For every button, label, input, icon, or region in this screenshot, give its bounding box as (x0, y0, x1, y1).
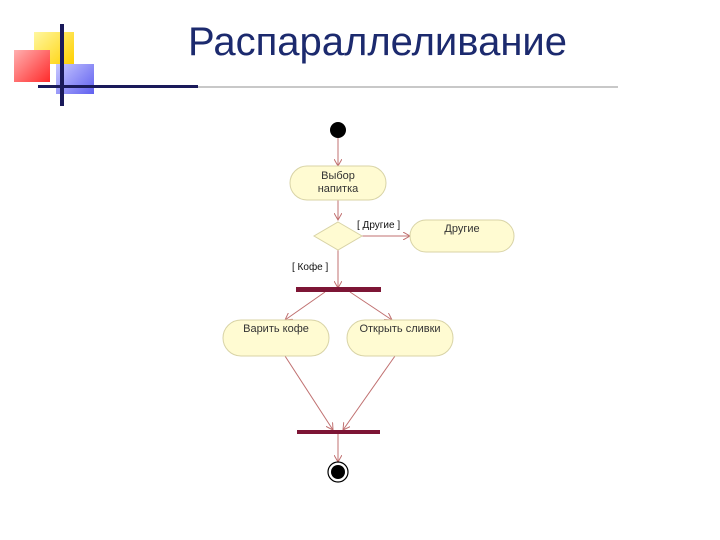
join-bar (297, 430, 380, 434)
edge-cream-to-join (343, 356, 395, 430)
fork-bar (296, 287, 381, 292)
edge-fork-to-cream (350, 292, 392, 320)
slide-title: Распараллеливание (188, 20, 568, 64)
activity-other-label: Другие (444, 223, 480, 235)
guard-coffee: [ Кофе ] (292, 262, 329, 273)
final-node-dot (331, 465, 345, 479)
guard-other: [ Другие ] (357, 220, 401, 231)
activity-open-cream-label: Открыть сливки (359, 323, 441, 335)
decision-node (314, 222, 362, 250)
activity-choose-drink-label-line1: Выбор (321, 170, 355, 182)
initial-node (330, 122, 346, 138)
activity-choose-drink-label-line2: напитка (317, 183, 359, 195)
edge-fork-to-brew (285, 292, 325, 320)
activity-brew-coffee-label: Варить кофе (243, 323, 309, 335)
edge-brew-to-join (285, 356, 333, 430)
